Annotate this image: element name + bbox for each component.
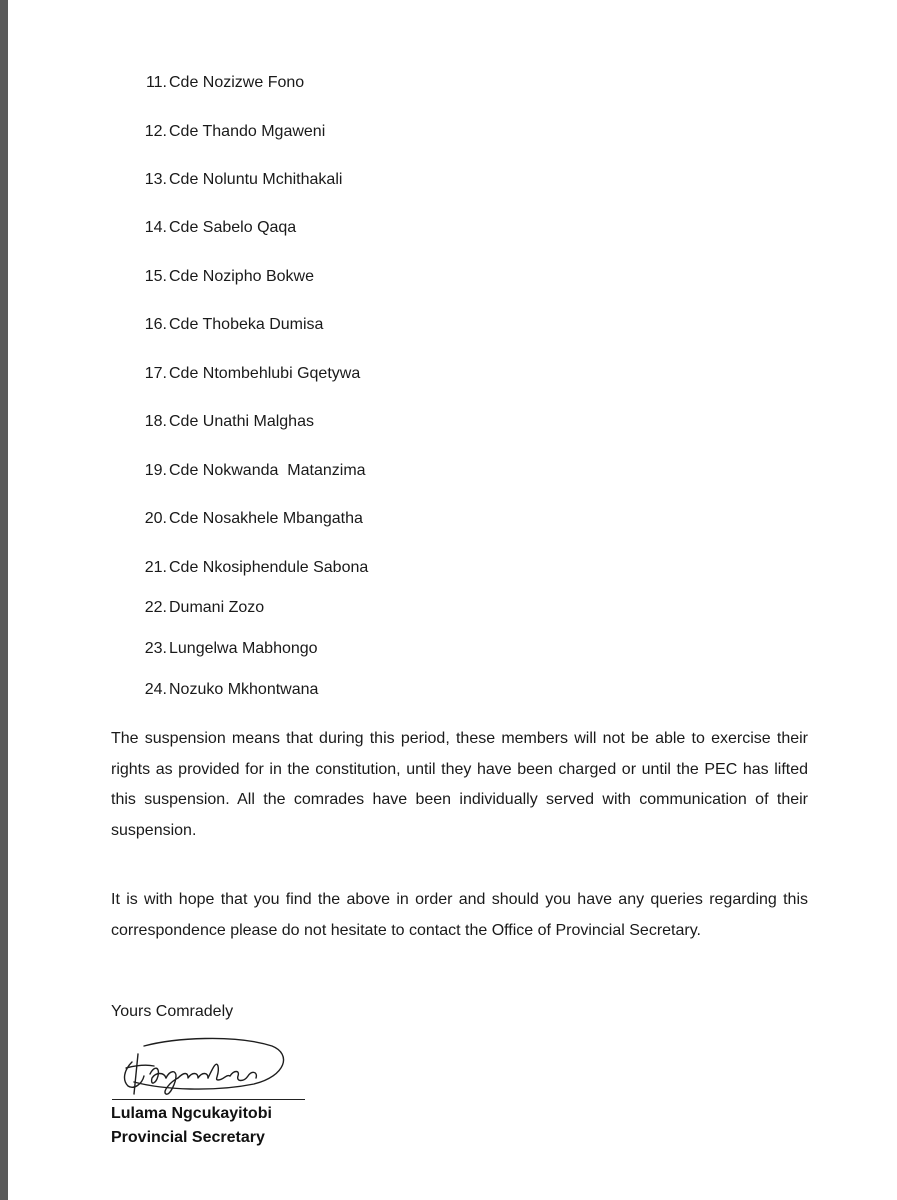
item-number: 24. — [144, 681, 167, 698]
list-item — [137, 122, 325, 142]
item-number: 11. — [145, 74, 167, 91]
document-page — [8, 0, 897, 1200]
member-name: Nozuko Mkhontwana — [169, 681, 319, 698]
member-name: Lungelwa Mabhongo — [169, 640, 318, 657]
list-item — [137, 639, 318, 659]
signer-name: Lulama Ngcukayitobi — [111, 1105, 272, 1122]
item-number: 16. — [144, 316, 167, 333]
signature-line — [112, 1099, 305, 1100]
signer-title: Provincial Secretary — [111, 1129, 265, 1146]
item-number: 22. — [144, 599, 167, 616]
signature-image — [114, 1036, 294, 1098]
list-item — [137, 509, 363, 529]
member-name: Cde Nokwanda Matanzima — [169, 462, 366, 479]
member-name: Cde Nosakhele Mbangatha — [169, 510, 363, 527]
member-name: Cde Nozipho Bokwe — [169, 268, 314, 285]
member-name: Cde Thando Mgaweni — [169, 123, 326, 140]
item-number: 14. — [144, 219, 167, 236]
item-number: 18. — [144, 413, 167, 430]
hope-paragraph: It is with hope that you find the above in order and should you have any queries regarding this correspondence please do not hesitate to contact the Office of Provincial Secretary. — [111, 891, 808, 939]
member-name: Cde Ntombehlubi Gqetywa — [169, 365, 361, 382]
item-number: 20. — [144, 510, 167, 527]
closing-salutation: Yours Comradely — [111, 1003, 234, 1020]
member-name: Cde Unathi Malghas — [169, 413, 314, 430]
item-number: 23. — [144, 640, 167, 657]
list-item — [137, 461, 366, 481]
list-item — [137, 680, 318, 700]
list-item — [137, 218, 296, 238]
item-number: 17. — [144, 365, 167, 382]
list-item — [137, 267, 314, 287]
list-item — [137, 73, 304, 93]
list-item — [137, 412, 314, 432]
item-number: 12. — [144, 123, 167, 140]
member-name: Cde Nozizwe Fono — [169, 74, 305, 91]
member-name: Dumani Zozo — [169, 599, 265, 616]
list-item — [137, 315, 323, 335]
item-number: 19. — [144, 462, 167, 479]
item-number: 15. — [144, 268, 167, 285]
member-name: Cde Sabelo Qaqa — [169, 219, 297, 236]
member-name: Cde Thobeka Dumisa — [169, 316, 324, 333]
list-item — [137, 170, 342, 190]
member-name: Cde Noluntu Mchithakali — [169, 171, 343, 188]
list-item — [137, 598, 264, 618]
item-number: 21. — [144, 559, 167, 576]
list-item — [137, 364, 360, 384]
member-name: Cde Nkosiphendule Sabona — [169, 559, 369, 576]
item-number: 13. — [144, 171, 167, 188]
suspension-paragraph: The suspension means that during this period, these members will not be able to exercise their rights as provided for in the constitution, until they have been charged or until the PEC has lifted this suspension. All the comrades have been individually served with communication of their suspension. — [111, 730, 808, 839]
list-item — [137, 558, 368, 578]
